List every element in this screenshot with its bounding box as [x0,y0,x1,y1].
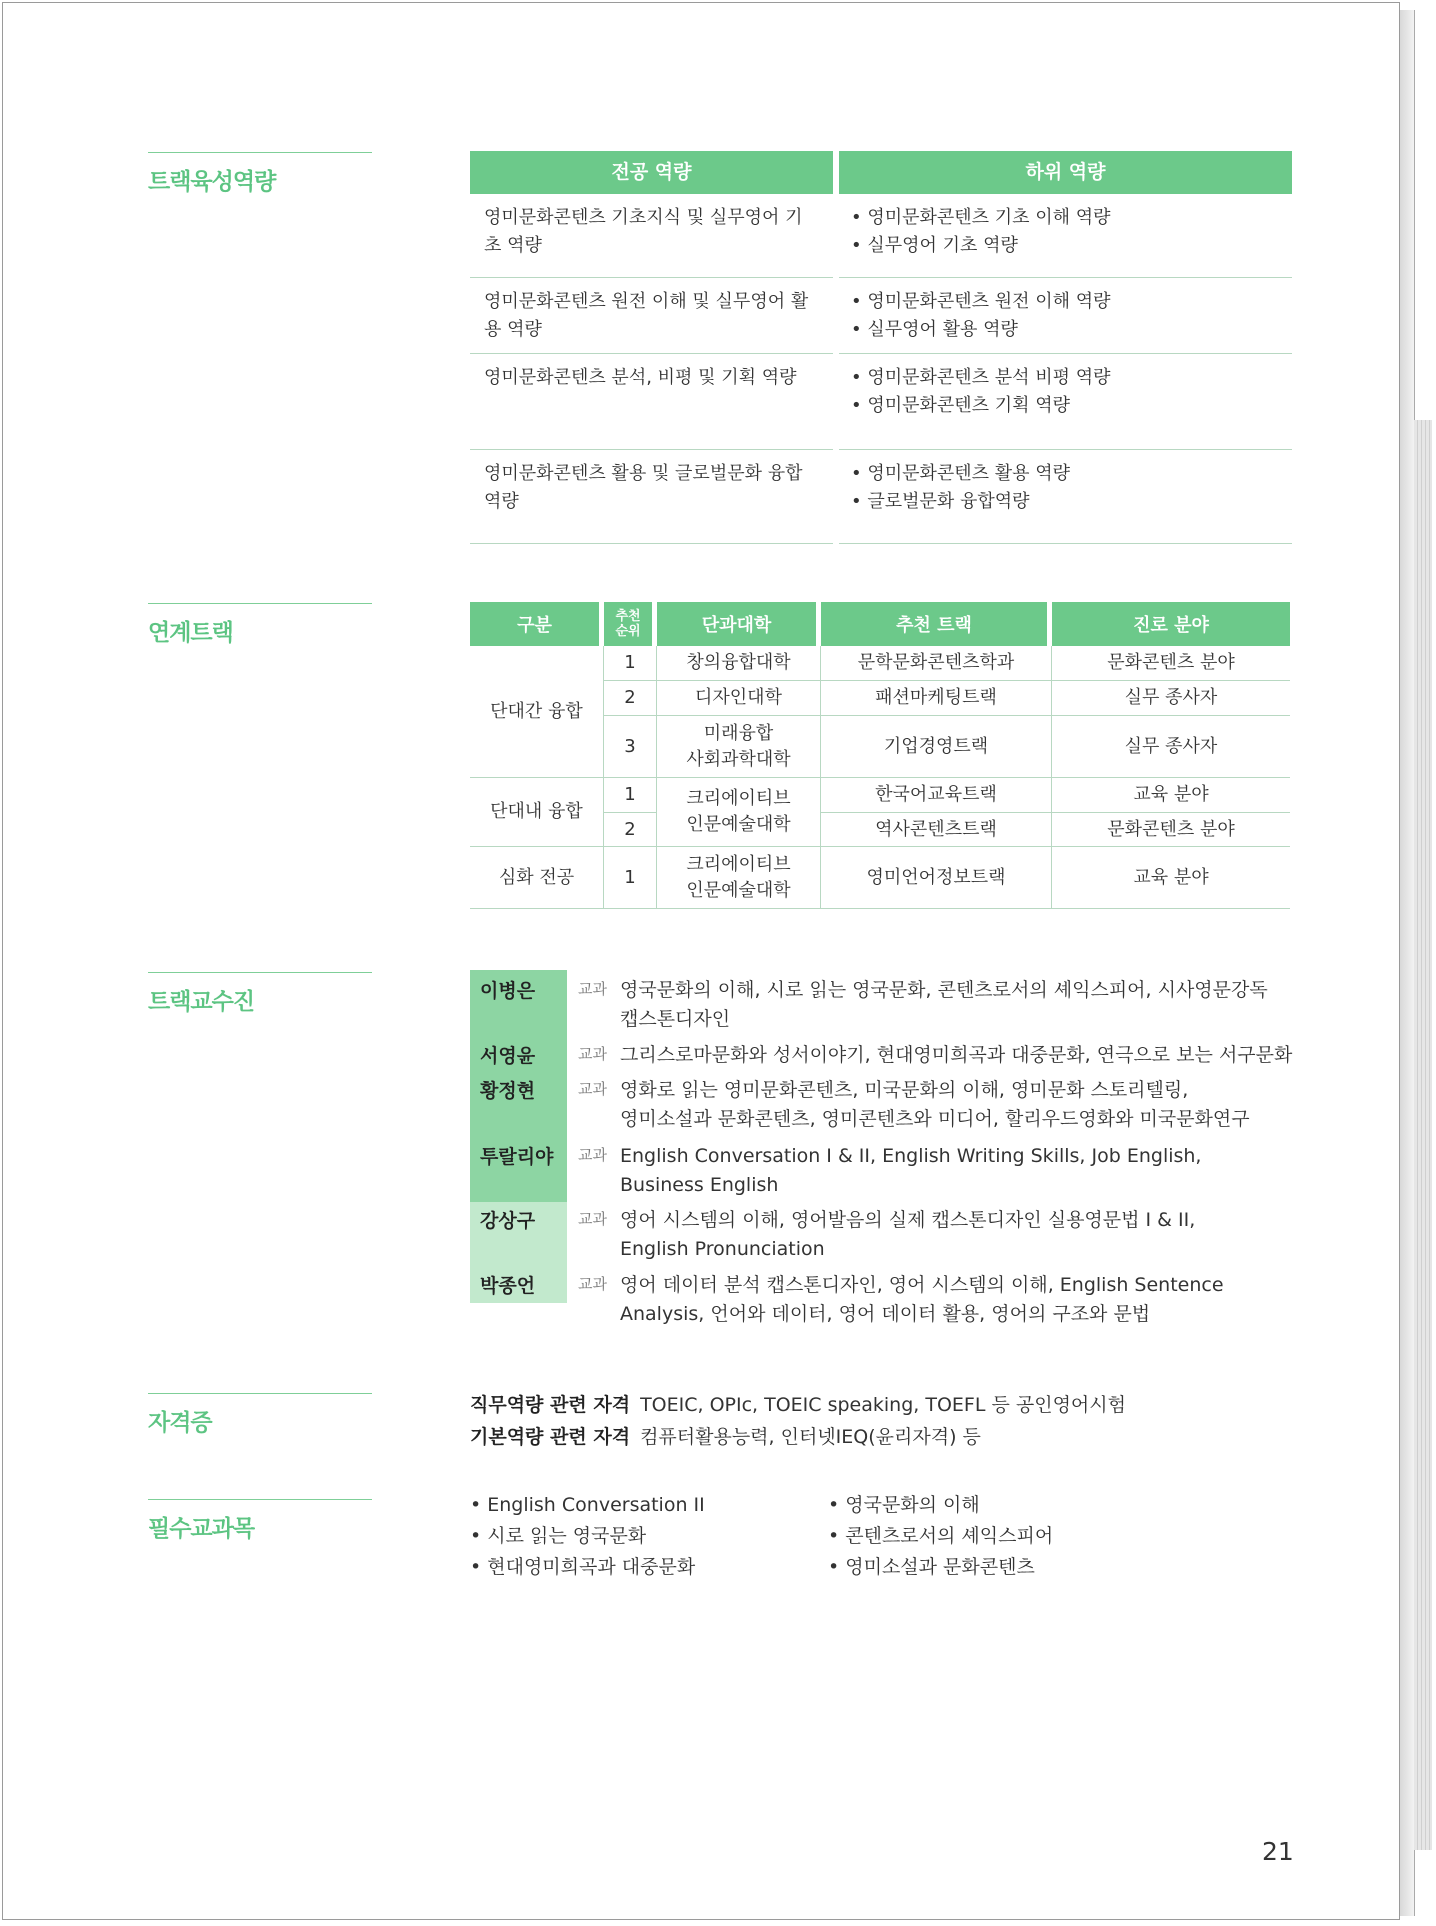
table-row [470,194,1292,278]
major-cell: 영미문화콘텐츠 기초지식 및 실무영어 기초 역량 [470,194,833,278]
courses-line: English Pronunciation [620,1238,825,1260]
track-cell: 한국어교육트랙 [821,778,1052,813]
header-college: 단과대학 [657,602,821,646]
sub-item: • 영미문화콘텐츠 원전 이해 역량 [851,291,1111,312]
faculty-name: 투랄리야 [480,1146,554,1168]
sub-item: • 영미문화콘텐츠 활용 역량 [851,463,1071,484]
track-cell: 패션마케팅트랙 [821,681,1052,716]
table-row [470,354,1292,450]
certificate-value: 컴퓨터활용능력, 인터넷IEQ(윤리자격) 등 [640,1426,981,1448]
faculty-courses [620,1206,1300,1264]
certificate-item [470,1390,1126,1417]
table-row [470,646,1290,681]
faculty-name: 황정현 [480,1080,536,1102]
career-cell: 문화콘텐츠 분야 [1052,646,1290,681]
sub-item: • 영미문화콘텐츠 분석 비평 역량 [851,367,1111,388]
section-title-certificate: 자격증 [148,1393,372,1437]
linked-track-table [470,602,1290,909]
table-row [470,778,1290,813]
header-sub: 하위 역량 [839,151,1292,194]
sub-item: • 실무영어 기초 역량 [851,235,1018,256]
header-track: 추천 트랙 [821,602,1052,646]
college-cell [657,716,821,778]
table-row [470,847,1290,909]
track-cell: 기업경영트랙 [821,716,1052,778]
courses-line: 영화로 읽는 영미문화콘텐츠, 미국문화의 이해, 영미문화 스토리텔링, [620,1079,1189,1101]
major-cell: 영미문화콘텐츠 활용 및 글로벌문화 융합 역량 [470,450,833,544]
sub-cell [839,278,1292,354]
page-edge [1400,10,1415,1916]
page-stack-edge [1414,420,1432,1850]
courses-line: Analysis, 언어와 데이터, 영어 데이터 활용, 영어의 구조와 문법 [620,1303,1151,1325]
college-cell [657,778,821,847]
list-item: • 영국문화의 이해 [828,1494,980,1516]
courses-line: English Conversation I & II, English Writing Skills, Job English, [620,1145,1202,1167]
section-title-linked: 연계트랙 [148,603,372,647]
certificate-label: 기본역량 관련 자격 [470,1426,631,1448]
table-row [470,278,1292,354]
required-list-right [828,1490,1053,1583]
header-rank [604,602,657,646]
section-title-competency: 트랙육성역량 [148,152,372,196]
college-line: 인문예술대학 [686,814,791,835]
list-item: • 영미소설과 문화콘텐츠 [828,1556,1035,1578]
list-item: • 시로 읽는 영국문화 [470,1525,647,1547]
college-line: 인문예술대학 [686,879,791,901]
header-major: 전공 역량 [470,151,833,194]
list-item: • 현대영미희곡과 대중문화 [470,1556,696,1578]
college-line: 크리에이티브 [686,853,791,875]
faculty-name: 강상구 [480,1210,536,1232]
major-cell: 영미문화콘텐츠 원전 이해 및 실무영어 활용 역량 [470,278,833,354]
sub-item: • 글로벌문화 융합역량 [851,491,1030,512]
courses-line: 그리스로마문화와 성서이야기, 현대영미희곡과 대중문화, 연극으로 보는 서구문화 [620,1044,1293,1066]
career-cell: 실무 종사자 [1052,716,1290,778]
rank-cell: 1 [604,646,657,681]
faculty-courses [620,1142,1300,1200]
career-cell: 교육 분야 [1052,847,1290,909]
certificate-value: TOEIC, OPIc, TOEIC speaking, TOEFL 등 공인영어시험 [640,1394,1126,1416]
faculty-name: 서영윤 [480,1045,536,1067]
college-cell: 창의융합대학 [657,646,821,681]
career-cell: 실무 종사자 [1052,681,1290,716]
group-cell: 단대내 융합 [470,778,604,847]
track-cell: 역사콘텐츠트랙 [821,813,1052,847]
courses-line: 영국문화의 이해, 시로 읽는 영국문화, 콘텐츠로서의 셰익스피어, 시사영문강독 [620,979,1268,1001]
faculty-name: 이병은 [480,980,536,1002]
courses-line: 영미소설과 문화콘텐츠, 영미콘텐츠와 미디어, 할리우드영화와 미국문화연구 [620,1108,1250,1130]
course-tag: 교과 [578,1146,607,1164]
header-rank-l1: 추천 [615,609,641,624]
header-category: 구분 [470,602,604,646]
list-item: • 콘텐츠로서의 셰익스피어 [828,1525,1054,1547]
courses-line: 캡스톤디자인 [620,1008,731,1030]
sub-item: • 영미문화콘텐츠 기획 역량 [851,395,1071,416]
faculty-courses [620,1271,1300,1329]
rank-cell: 3 [604,716,657,778]
college-cell [657,847,821,909]
table-row [470,450,1292,544]
course-tag: 교과 [578,1080,607,1098]
sub-item: • 실무영어 활용 역량 [851,319,1018,340]
header-career: 진로 분야 [1052,602,1290,646]
faculty-courses [620,1076,1300,1134]
certificate-item [470,1422,981,1449]
college-line: 사회과학대학 [686,748,791,770]
rank-cell: 2 [604,681,657,716]
course-tag: 교과 [578,1275,607,1293]
section-title-required: 필수교과목 [148,1499,372,1543]
sub-cell [839,194,1292,278]
career-cell: 문화콘텐츠 분야 [1052,813,1290,847]
course-tag: 교과 [578,980,607,998]
certificate-label: 직무역량 관련 자격 [470,1394,631,1416]
course-tag: 교과 [578,1210,607,1228]
rank-cell: 1 [604,778,657,813]
college-cell: 디자인대학 [657,681,821,716]
list-item: • English Conversation II [470,1494,705,1516]
track-cell: 영미언어정보트랙 [821,847,1052,909]
courses-line: Business English [620,1174,779,1196]
competency-table [470,151,1292,544]
track-cell: 문학문화콘텐츠학과 [821,646,1052,681]
required-list-left [470,1490,705,1583]
courses-line: 영어 시스템의 이해, 영어발음의 실제 캡스톤디자인 실용영문법 I & II, [620,1209,1196,1231]
faculty-name: 박종언 [480,1275,536,1297]
career-cell: 교육 분야 [1052,778,1290,813]
sub-item: • 영미문화콘텐츠 기초 이해 역량 [851,207,1111,228]
group-cell: 심화 전공 [470,847,604,909]
page-number: 21 [1262,1837,1294,1866]
section-title-faculty: 트랙교수진 [148,972,372,1016]
courses-line: 영어 데이터 분석 캡스톤디자인, 영어 시스템의 이해, English Sentence [620,1274,1224,1296]
college-line: 크리에이티브 [686,788,791,809]
faculty-courses [620,1041,1300,1070]
sub-cell [839,450,1292,544]
course-tag: 교과 [578,1045,607,1063]
header-rank-l2: 순위 [615,624,641,639]
rank-cell: 2 [604,813,657,847]
sub-cell [839,354,1292,450]
faculty-courses [620,976,1300,1034]
rank-cell: 1 [604,847,657,909]
college-line: 미래융합 [703,722,774,744]
group-cell: 단대간 융합 [470,646,604,778]
major-cell: 영미문화콘텐츠 분석, 비평 및 기획 역량 [470,354,833,450]
